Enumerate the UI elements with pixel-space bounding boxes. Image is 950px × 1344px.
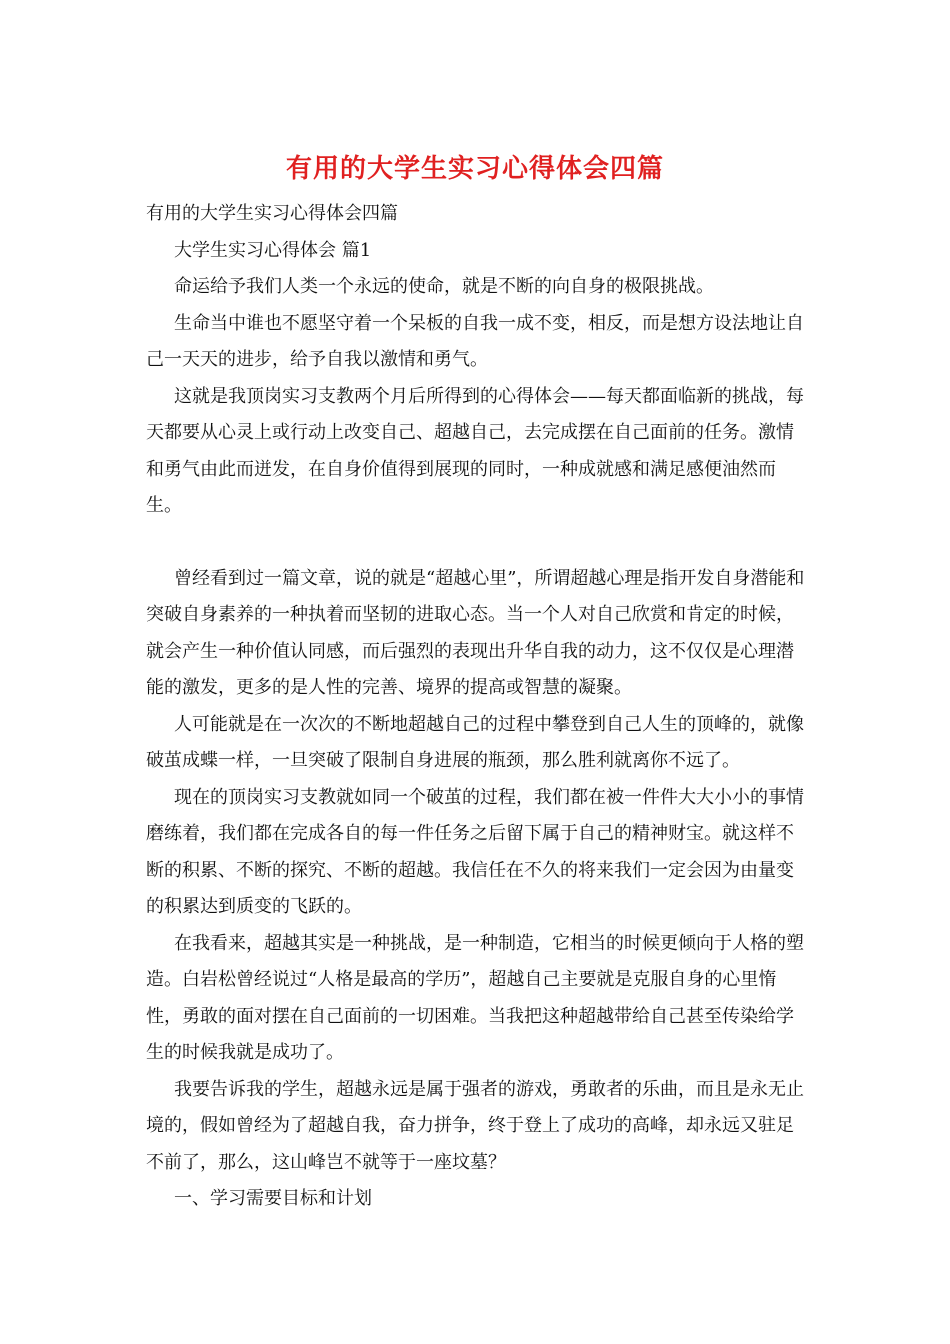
paragraph: 我要告诉我的学生，超越永远是属于强者的游戏，勇敢者的乐曲，而且是永无止境的，假如曾经为了超越自我，奋力拼争，终于登上了成功的高峰，却永远又驻足不前了，那么，这山峰岂不就等于一座坟墓？: [146, 1078, 804, 1173]
paragraph-spacer: [146, 525, 806, 561]
paragraph: 这就是我顶岗实习支教两个月后所得到的心得体会——每天都面临新的挑战，每天都要从心灵上或行动上改变自己、超越自己，去完成摆在自己面前的任务。激情和勇气由此而迸发，在自身价值得到展现的同时，一种成就感和满足感便油然而生。: [146, 385, 804, 516]
paragraph: 现在的顶岗实习支教就如同一个破茧的过程，我们都在被一件件大大小小的事情磨练着，我们都在完成各自的每一件任务之后留下属于自己的精神财宝。就这样不断的积累、不断的探究、不断的超越。我信任在不久的将来我们一定会因为由量变的积累达到质变的飞跃的。: [146, 786, 804, 917]
section-heading: 大学生实习心得体会 篇1: [174, 239, 372, 261]
document-subtitle: 有用的大学生实习心得体会四篇: [146, 203, 398, 224]
paragraph: 命运给予我们人类一个永远的使命，就是不断的向自身的极限挑战。: [174, 276, 714, 297]
paragraph: 生命当中谁也不愿坚守着一个呆板的自我一成不变，相反，而是想方设法地让自己一天天的进步，给予自我以激情和勇气。: [146, 312, 804, 370]
document-title: 有用的大学生实习心得体会四篇: [285, 154, 664, 184]
list-heading: 一、学习需要目标和计划: [174, 1188, 372, 1209]
paragraph: 曾经看到过一篇文章，说的就是“超越心里”，所谓超越心理是指开发自身潜能和突破自身素养的一种执着而坚韧的进取心态。当一个人对自己欣赏和肯定的时候，就会产生一种价值认同感，而后强烈的表现出升华自我的动力，这不仅仅是心理潜能的激发，更多的是人性的完善、境界的提高或智慧的凝聚。: [146, 567, 805, 698]
paragraph: 人可能就是在一次次的不断地超越自己的过程中攀登到自己人生的顶峰的，就像破茧成蝶一样，一旦突破了限制自身进展的瓶颈，那么胜利就离你不远了。: [146, 713, 804, 771]
paragraph: 在我看来，超越其实是一种挑战，是一种制造，它相当的时候更倾向于人格的塑造。白岩松曾经说过“人格是最高的学历”，超越自己主要就是克服自身的心里惰性，勇敢的面对摆在自己面前的一切困难。当我把这种超越带给自己甚至传染给学生的时候我就是成功了。: [146, 932, 804, 1063]
document-body: [146, 196, 806, 1218]
